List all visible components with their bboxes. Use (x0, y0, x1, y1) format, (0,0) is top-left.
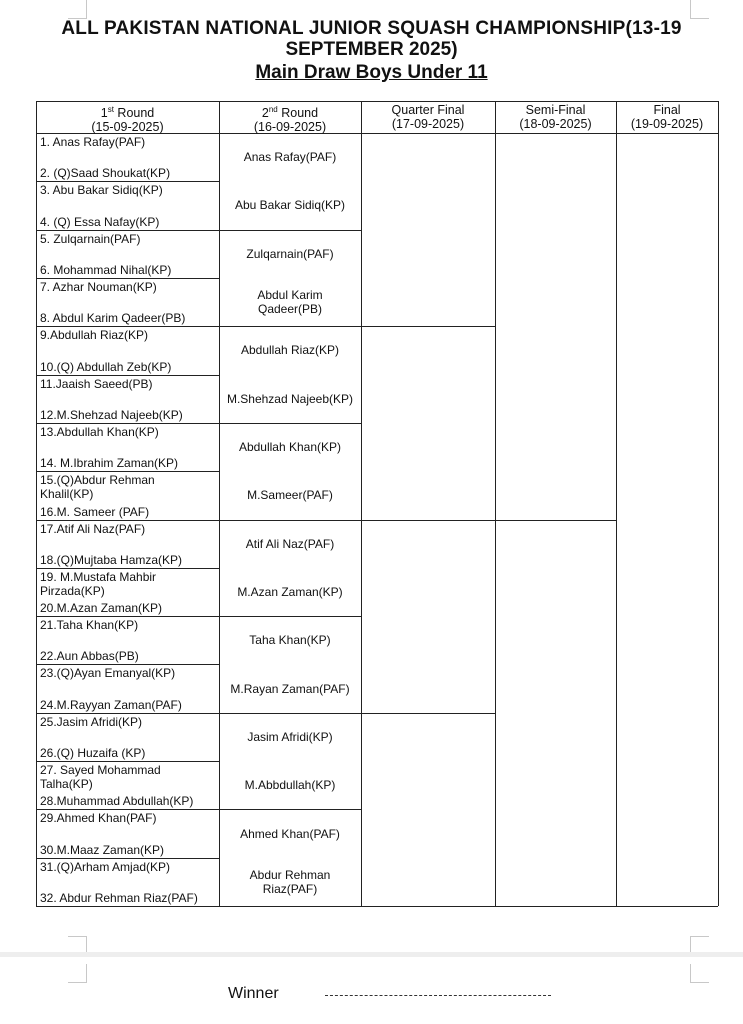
round1-player-bottom: 28.Muhammad Abdullah(KP) (40, 794, 194, 809)
round2-winner-line: Taha Khan(KP) (249, 633, 331, 647)
round-header-date: (16-09-2025) (253, 120, 327, 135)
round2-winner-line: Abu Bakar Sidiq(KP) (234, 198, 346, 212)
round2-winner-line: Abdul Karim (257, 288, 323, 302)
round1-player-top: 29.Ahmed Khan(PAF) (40, 811, 157, 826)
round1-player-top: 23.(Q)Ayan Emanyal(KP) (40, 666, 176, 681)
round2-winner (219, 392, 361, 406)
round2-winner (219, 440, 361, 454)
round1-player-bottom: 14. M.Ibrahim Zaman(KP) (40, 456, 179, 471)
round1-player-top: 3. Abu Bakar Sidiq(KP) (40, 183, 163, 198)
round1-player-bottom: 22.Aun Abbas(PB) (40, 649, 139, 664)
qf-match-divider (361, 713, 495, 714)
round1-player-top: 11.Jaaish Saeed(PB) (40, 376, 153, 391)
round1-match-divider (36, 326, 219, 327)
round2-match-divider (219, 616, 361, 617)
round1-player-top: 17.Atif Ali Naz(PAF) (40, 521, 146, 536)
round1-player-top: 5. Zulqarnain(PAF) (40, 231, 141, 246)
page-title-line-2: SEPTEMBER 2025) (285, 39, 458, 60)
round2-match-divider (219, 230, 361, 231)
round1-player-top: 1. Anas Rafay(PAF) (40, 135, 146, 149)
round1-player-top: 21.Taha Khan(KP) (40, 618, 139, 633)
round1-player-top-cont: Pirzada(KP) (40, 583, 105, 598)
round2-winner (219, 778, 361, 792)
page-title-line-1: ALL PAKISTAN NATIONAL JUNIOR SQUASH CHAMPIONSHIP(13-19 (61, 18, 682, 39)
round1-player-top: 9.Abdullah Riaz(KP) (40, 328, 149, 343)
round1-player-bottom: 10.(Q) Abdullah Zeb(KP) (40, 359, 172, 374)
round-header-2 (361, 103, 495, 131)
round-header-date: (18-09-2025) (519, 117, 592, 131)
round2-winner (219, 198, 361, 212)
round2-winner-line: Atif Ali Naz(PAF) (245, 537, 335, 551)
round1-player-top: 31.(Q)Arham Amjad(KP) (40, 859, 171, 874)
round2-winner-line: M.Sameer(PAF) (247, 488, 333, 502)
round1-player-top: 25.Jasim Afridi(KP) (40, 714, 143, 729)
round2-winner (219, 585, 361, 599)
round-header-4 (616, 103, 718, 131)
round1-player-bottom: 6. Mohammad Nihal(KP) (40, 262, 172, 277)
round2-winner (219, 247, 361, 261)
round2-winner-line: Jasim Afridi(KP) (247, 730, 333, 744)
round-header-title: Quarter Final (391, 103, 465, 117)
winner-blank-line (325, 995, 551, 996)
round1-player-bottom: 8. Abdul Karim Qadeer(PB) (40, 311, 186, 326)
round1-player-top: 7. Azhar Nouman(KP) (40, 279, 157, 294)
round1-match-divider (36, 809, 219, 810)
round-header-ordinal-suffix: nd (268, 105, 278, 114)
round2-winner (219, 827, 361, 841)
round1-match-divider (36, 181, 219, 182)
round2-winner-line: Ahmed Khan(PAF) (240, 827, 340, 841)
round2-winner (219, 150, 361, 164)
round2-match-divider (219, 423, 361, 424)
round1-player-bottom: 30.M.Maaz Zaman(KP) (40, 842, 165, 857)
round1-player-top-cont: Talha(KP) (40, 777, 93, 792)
round1-player-bottom: 26.(Q) Huzaifa (KP) (40, 746, 146, 761)
round2-winner-line: M.Abbdullah(KP) (244, 778, 336, 792)
round-header-title (219, 103, 361, 120)
round-header-date: (17-09-2025) (391, 117, 465, 131)
round2-winner-line: Zulqarnain(PAF) (246, 247, 334, 261)
round2-match-divider (219, 809, 361, 810)
round1-player-top-cont: Khalil(KP) (40, 487, 94, 502)
round2-winner-line: Qadeer(PB) (257, 302, 323, 316)
round1-match-divider (36, 616, 219, 617)
round1-match-divider (36, 471, 219, 472)
column-divider (36, 101, 37, 906)
qf-match-divider (361, 326, 495, 327)
round2-winner (219, 343, 361, 357)
qf-match-divider (361, 520, 495, 521)
round2-winner (219, 488, 361, 502)
sf-match-divider (495, 520, 616, 521)
round2-winner (219, 682, 361, 696)
round2-winner-line: Riaz(PAF) (262, 882, 318, 896)
round-header-0 (36, 103, 219, 134)
table-border-bottom (36, 906, 718, 907)
round2-match-divider (219, 520, 361, 521)
draw-subtitle-text: Main Draw Boys Under 11 (255, 62, 488, 83)
round2-winner (219, 868, 361, 896)
round1-player-bottom: 16.M. Sameer (PAF) (40, 504, 150, 519)
round-header-1 (219, 103, 361, 134)
round1-player-bottom: 32. Abdur Rehman Riaz(PAF) (40, 891, 198, 905)
round2-winner-line: Anas Rafay(PAF) (243, 150, 337, 164)
round-header-ordinal: 1 (100, 106, 108, 121)
round1-player-bottom: 12.M.Shehzad Najeeb(KP) (40, 407, 183, 422)
round-header-date: (15-09-2025) (91, 120, 164, 135)
round1-player-bottom: 2. (Q)Saad Shoukat(KP) (40, 166, 171, 181)
round1-player-top: 13.Abdullah Khan(KP) (40, 424, 159, 439)
round-header-ordinal: 2 (261, 106, 269, 121)
round2-winner-line: M.Shehzad Najeeb(KP) (226, 392, 354, 406)
round-header-label: Round (113, 106, 155, 121)
round2-winner-line: M.Rayan Zaman(PAF) (230, 682, 350, 696)
round2-winner-line: Abdullah Riaz(KP) (240, 343, 340, 357)
round1-player-top: 19. M.Mustafa Mahbir (40, 569, 157, 584)
round-header-label: Round (277, 106, 319, 121)
round1-player-top: 27. Sayed Mohammad (40, 763, 161, 778)
round-header-ordinal-suffix: st (107, 105, 114, 114)
round-header-title: Semi-Final (525, 103, 586, 117)
column-divider (361, 101, 362, 906)
round-header-title (36, 103, 219, 120)
round-header-date: (19-09-2025) (630, 117, 704, 131)
round2-winner-line: Abdur Rehman (249, 868, 331, 882)
round1-match-divider (36, 278, 219, 279)
round2-winner (219, 288, 361, 316)
page-separator (0, 952, 743, 957)
round2-match-divider (219, 326, 361, 327)
column-divider (495, 101, 496, 906)
round1-player-top: 15.(Q)Abdur Rehman (40, 473, 155, 488)
column-divider (616, 101, 617, 906)
column-divider (718, 101, 719, 906)
round1-player-bottom: 18.(Q)Mujtaba Hamza(KP) (40, 552, 183, 567)
round2-winner (219, 537, 361, 551)
round1-player-bottom: 24.M.Rayyan Zaman(PAF) (40, 697, 182, 712)
round2-winner-line: M.Azan Zaman(KP) (237, 585, 343, 599)
round2-match-divider (219, 713, 361, 714)
round2-winner (219, 730, 361, 744)
round2-winner (219, 633, 361, 647)
round2-winner-line: Abdullah Khan(KP) (238, 440, 342, 454)
round1-match-divider (36, 423, 219, 424)
round1-player-bottom: 20.M.Azan Zaman(KP) (40, 601, 163, 616)
round-header-title: Final (653, 103, 681, 117)
round1-player-bottom: 4. (Q) Essa Nafay(KP) (40, 214, 160, 229)
round-header-3 (495, 103, 616, 131)
winner-label: Winner (228, 985, 279, 1002)
round1-match-divider (36, 664, 219, 665)
round1-match-divider (36, 761, 219, 762)
